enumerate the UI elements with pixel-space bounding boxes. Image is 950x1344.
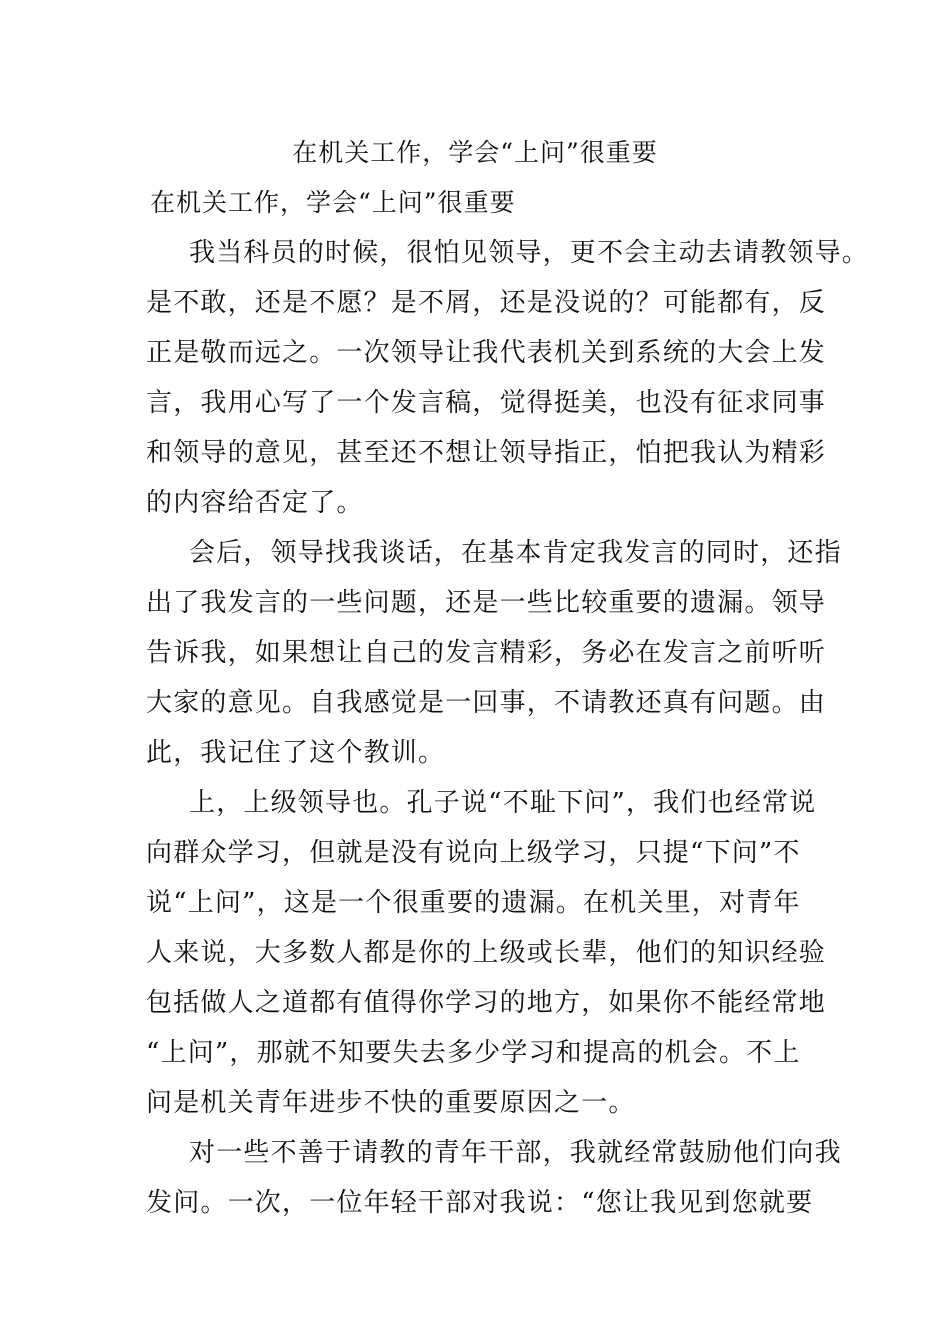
text-line: 包括做人之道都有值得你学习的地方，如果你不能经常地 <box>146 988 827 1018</box>
text-line: 此，我记住了这个教训。 <box>146 738 446 768</box>
text-line: 的内容给否定了。 <box>146 488 364 518</box>
text-line: 和领导的意见，甚至还不想让领导指正，怕把我认为精彩 <box>146 438 827 468</box>
paragraph-4 <box>146 1128 842 1228</box>
text-line: 发问。一次，一位年轻干部对我说：“您让我见到您就要 <box>146 1188 814 1218</box>
paragraph-2 <box>146 528 842 778</box>
text-line: 向群众学习，但就是没有说向上级学习，只提“下问”不 <box>146 838 801 868</box>
text-line: 大家的意见。自我感觉是一回事，不请教还真有问题。由 <box>146 688 827 718</box>
text-line: 我当科员的时候，很怕见领导，更不会主动去请教领导。 <box>189 238 870 268</box>
text-line: 上，上级领导也。孔子说“不耻下问”，我们也经常说 <box>189 788 817 818</box>
text-line: 对一些不善于请教的青年干部，我就经常鼓励他们向我 <box>189 1138 842 1168</box>
text-line: 出了我发言的一些问题，还是一些比较重要的遗漏。领导 <box>146 588 827 618</box>
text-line: 言，我用心写了一个发言稿，觉得挺美，也没有征求同事 <box>146 388 827 418</box>
document-body <box>146 228 870 1228</box>
text-line: 人来说，大多数人都是你的上级或长辈，他们的知识经验 <box>146 938 827 968</box>
text-line: 告诉我，如果想让自己的发言精彩，务必在发言之前听听 <box>146 638 827 668</box>
text-line: “上问”，那就不知要失去多少学习和提高的机会。不上 <box>146 1038 801 1068</box>
document-subtitle: 在机关工作，学会“上问”很重要 <box>150 188 516 217</box>
paragraph-3 <box>146 778 826 1128</box>
text-line: 说“上问”，这是一个很重要的遗漏。在机关里，对青年 <box>146 888 801 918</box>
text-line: 会后，领导找我谈话，在基本肯定我发言的同时，还指 <box>189 538 842 568</box>
document-title: 在机关工作，学会“上问”很重要 <box>292 138 658 167</box>
text-line: 正是敬而远之。一次领导让我代表机关到系统的大会上发 <box>146 338 827 368</box>
text-line: 是不敢，还是不愿？是不屑，还是没说的？可能都有，反 <box>146 288 827 318</box>
text-line: 问是机关青年进步不快的重要原因之一。 <box>146 1088 636 1118</box>
paragraph-1 <box>146 228 870 528</box>
